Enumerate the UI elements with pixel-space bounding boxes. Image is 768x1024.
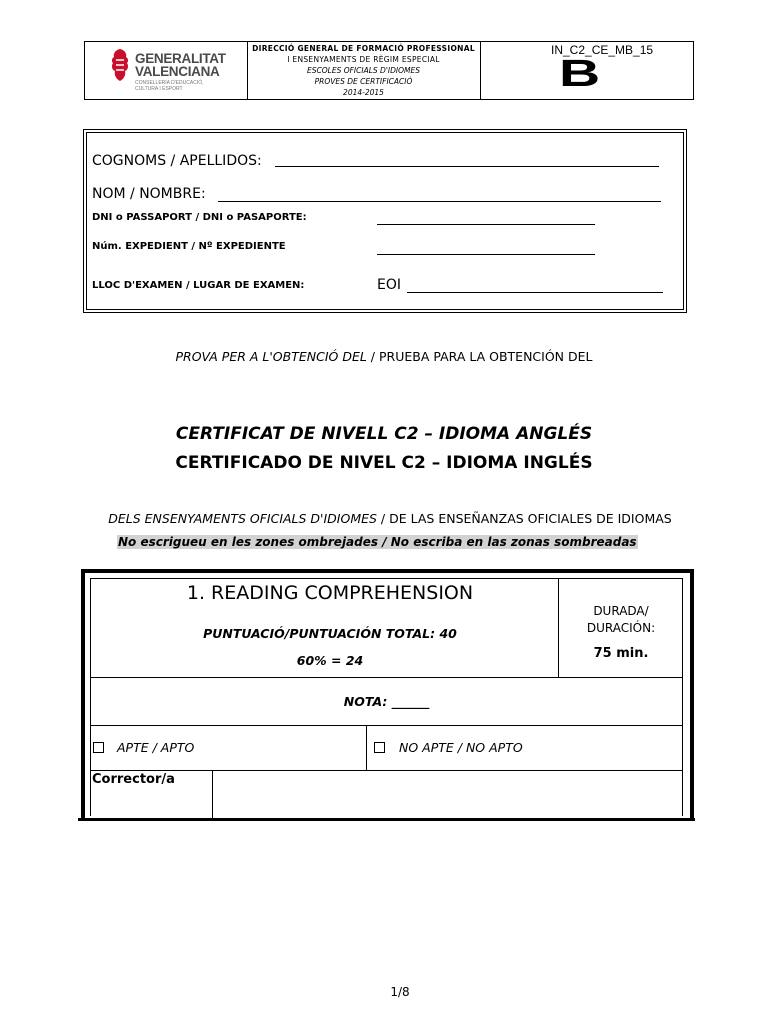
row-divider-3 xyxy=(90,770,683,771)
place-label: LLOC D'EXAMEN / LUGAR DE EXAMEN: xyxy=(92,280,305,291)
header-line-proves: PROVES DE CERTIFICACIÓ xyxy=(314,77,413,86)
apte-divider xyxy=(366,725,367,771)
expedient-field[interactable] xyxy=(377,240,595,255)
no-apte-checkbox[interactable] xyxy=(374,742,385,753)
header-code-cell xyxy=(481,42,693,99)
prova-es: / PRUEBA PARA LA OBTENCIÓN DEL xyxy=(366,349,593,364)
duration-label-2: DURACIÓN: xyxy=(586,621,656,635)
logo-sub2: CULTURA I ESPORT xyxy=(135,86,183,92)
apte-checkbox[interactable] xyxy=(93,742,104,753)
nota-field[interactable]: NOTA: ______ xyxy=(343,694,430,709)
logo-cell xyxy=(85,42,248,99)
name-label: NOM / NOMBRE: xyxy=(92,186,206,202)
eoi-label: EOI xyxy=(377,277,401,293)
certificate-title-ca: CERTIFICAT DE NIVELL C2 – IDIOMA ANGLÉS xyxy=(175,424,593,444)
total-score: PUNTUACIÓ/PUNTUACIÓN TOTAL: 40 xyxy=(203,626,457,641)
header-line-escoles: ESCOLES OFICIALS D'IDIOMES xyxy=(307,66,420,75)
duration-label-1: DURADA/ xyxy=(593,604,649,618)
generalitat-logo-icon xyxy=(109,48,131,84)
apte-label: APTE / APTO xyxy=(117,740,195,755)
shaded-zones-note: No escrigueu en les zones ombrejades / No escriba en las zonas sombreadas xyxy=(118,535,637,549)
prova-line xyxy=(0,349,768,364)
eoi-field[interactable] xyxy=(407,277,663,293)
corrector-field[interactable] xyxy=(214,772,682,817)
certificate-title-es: CERTIFICADO DE NIVEL C2 – IDIOMA INGLÉS xyxy=(175,453,593,473)
dni-field[interactable] xyxy=(377,210,595,225)
header-table xyxy=(84,41,694,100)
surname-label: COGNOMS / APELLIDOS: xyxy=(92,153,262,169)
logo-line2: VALENCIANA xyxy=(135,64,220,79)
row-divider-1 xyxy=(90,677,683,678)
logo-line1: GENERALITAT xyxy=(135,51,226,66)
section-bottom-rule xyxy=(78,818,695,821)
name-field[interactable] xyxy=(218,186,661,202)
header-center-cell xyxy=(247,42,481,99)
header-line-directorate: DIRECCIÓ GENERAL DE FORMACIÓ PROFESSIONAL xyxy=(252,44,475,53)
page-number: 1/8 xyxy=(390,985,410,999)
surname-field[interactable] xyxy=(275,151,659,167)
corrector-label: Corrector/a xyxy=(92,772,175,787)
logo-sub1: CONSELLERIA D'EDUCACIÓ, xyxy=(135,80,204,86)
section-title: 1. READING COMPREHENSION xyxy=(186,582,474,604)
no-apte-label: NO APTE / NO APTO xyxy=(399,740,523,755)
dels-ca: DELS ENSENYAMENTS OFICIALS D'IDIOMES xyxy=(108,511,377,526)
exam-version: B xyxy=(559,53,601,95)
prova-ca: PROVA PER A L'OBTENCIÓ DEL xyxy=(175,349,367,364)
dels-es: / DE LAS ENSEÑANZAS OFICIALES DE IDIOMAS xyxy=(376,511,672,526)
dels-line xyxy=(0,511,768,526)
row-divider-2 xyxy=(90,725,683,726)
header-line-ensenyaments: I ENSENYAMENTS DE RÈGIM ESPECIAL xyxy=(287,55,440,64)
duration-value: 75 min. xyxy=(593,646,649,661)
pass-mark: 60% = 24 xyxy=(296,653,364,668)
header-line-year: 2014-2015 xyxy=(343,88,384,97)
dni-label: DNI o PASSAPORT / DNI o PASAPORTE: xyxy=(92,212,307,223)
corrector-divider xyxy=(212,770,213,818)
exam-code: IN_C2_CE_MB_15 xyxy=(551,43,654,57)
expedient-label: Núm. EXPEDIENT / Nº EXPEDIENTE xyxy=(92,241,286,252)
